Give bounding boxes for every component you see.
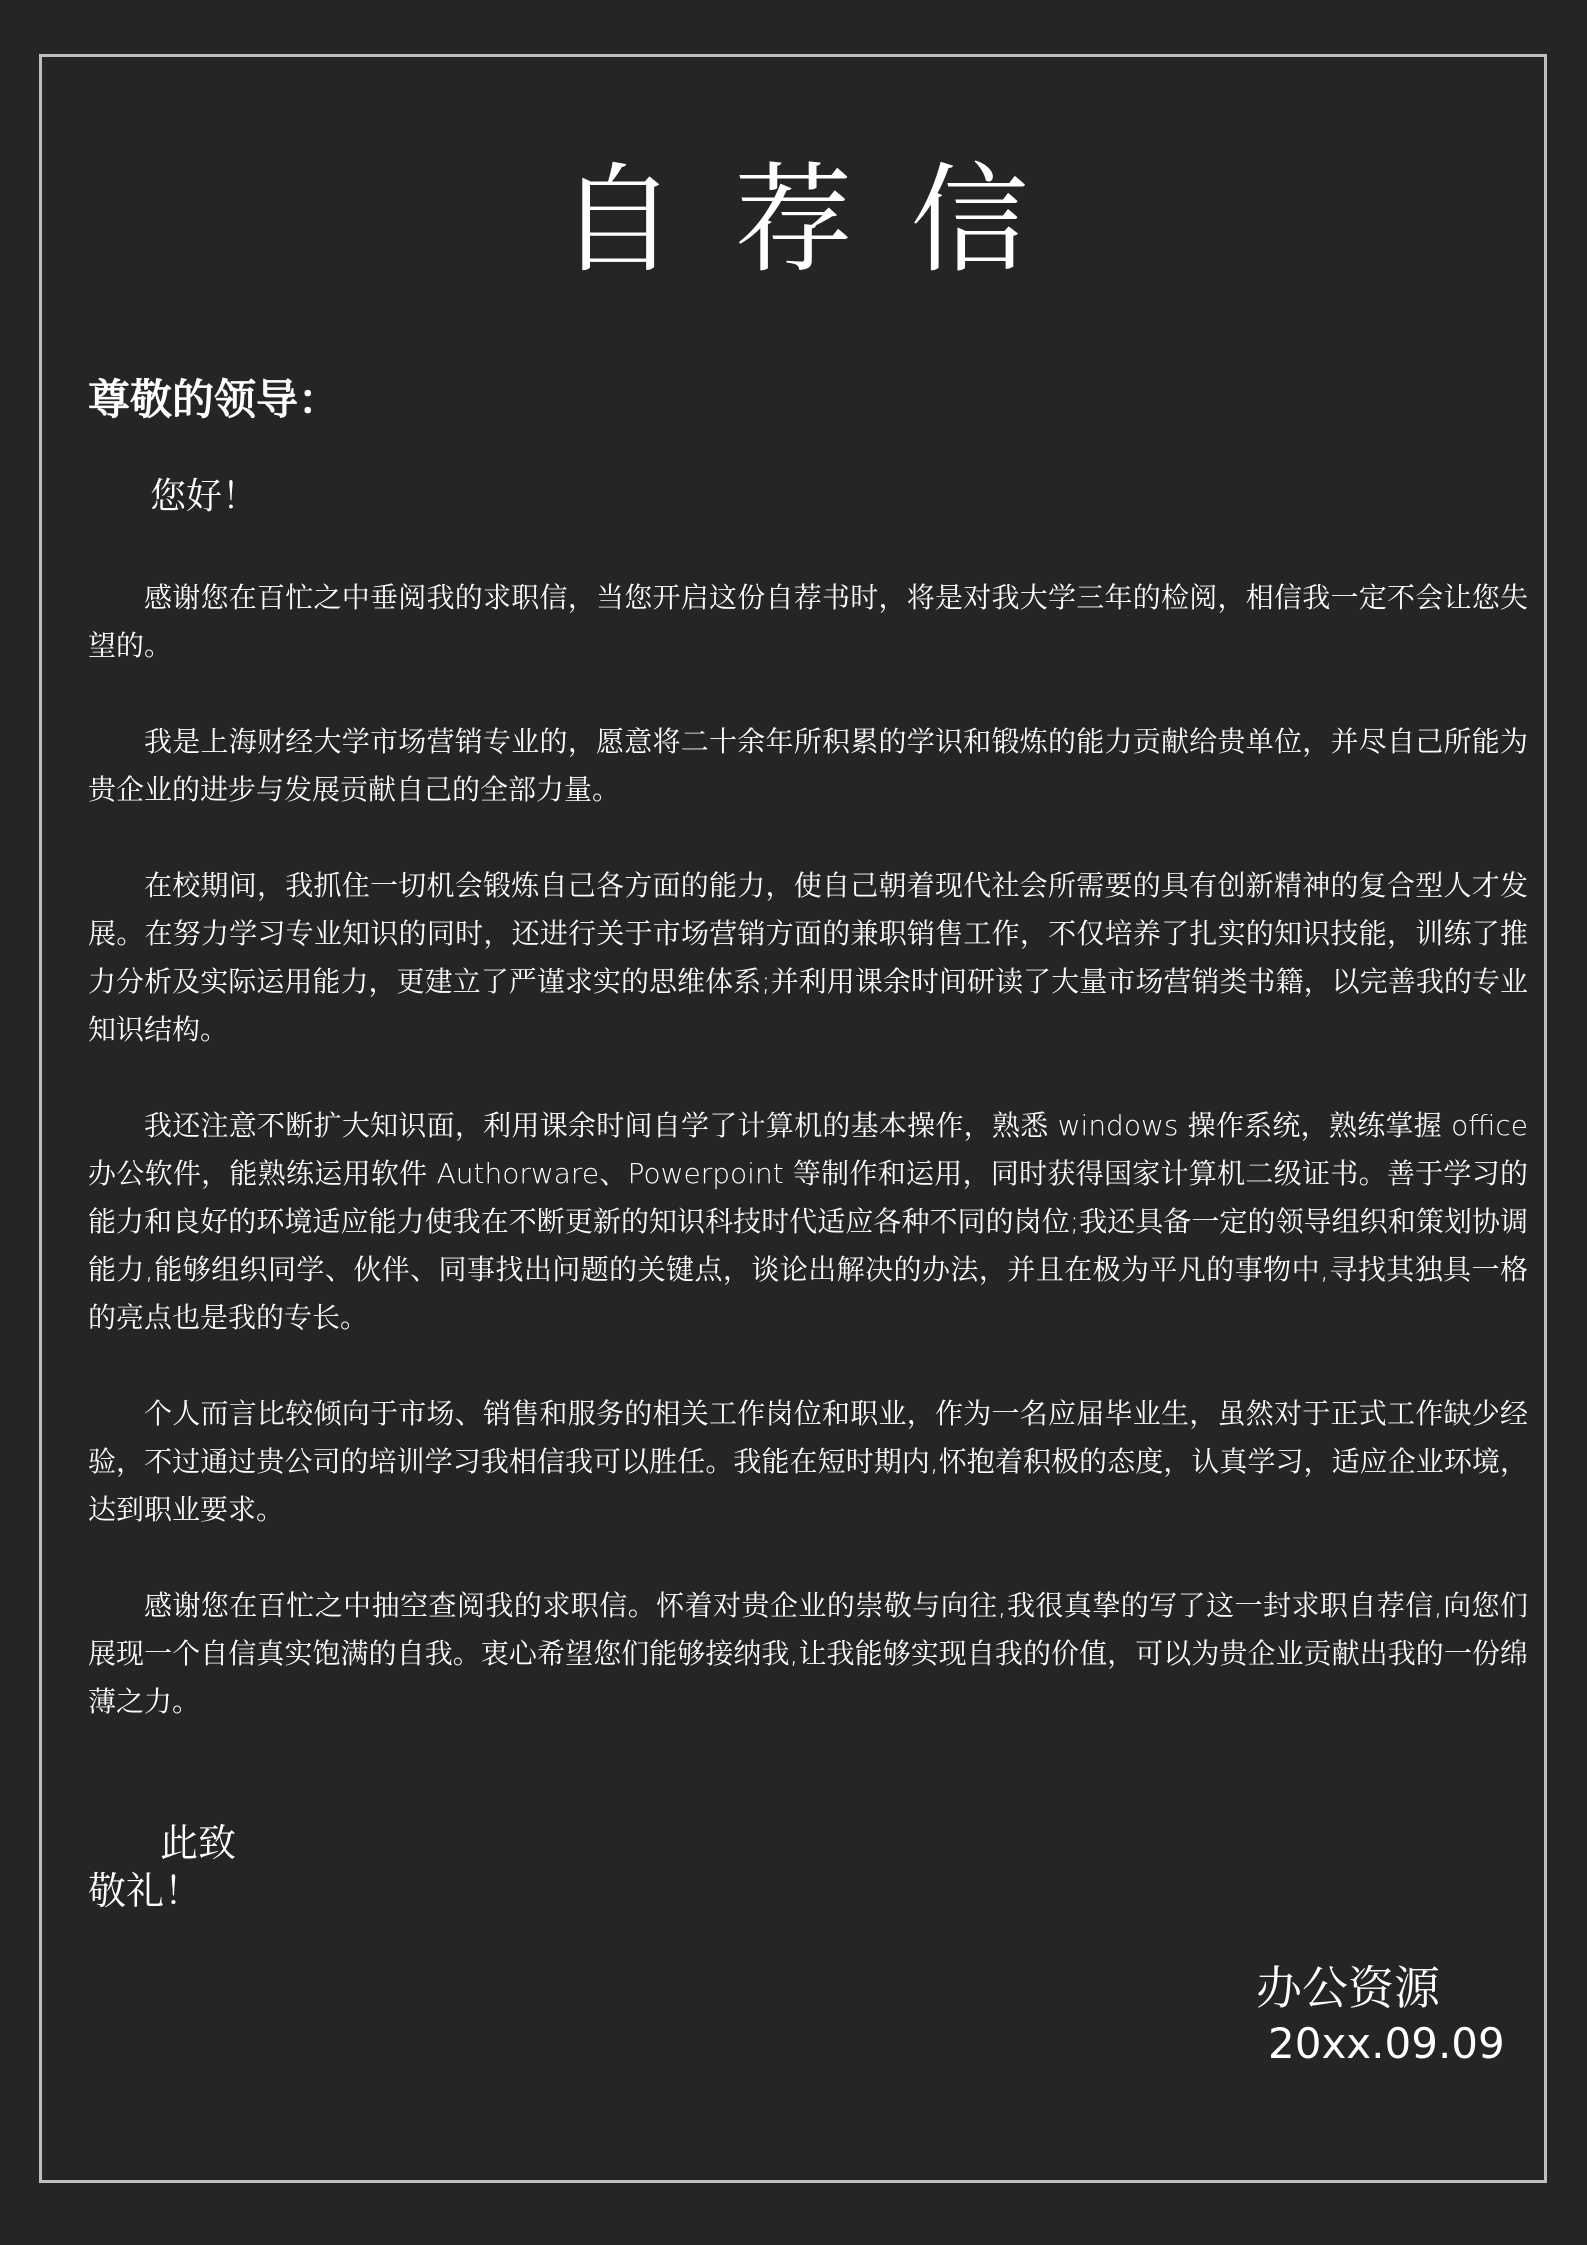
paragraph-4: 我还注意不断扩大知识面，利用课余时间自学了计算机的基本操作，熟悉 windows 操作系统，熟练掌握 office 办公软件，能熟练运用软件 Authorware、Powerpoint 等制作和运用，同时获得国家计算机二级证书。善于学习的能力和良好的环境适应能力使我在不断更新的知识科技时代适应各种不同的岗位;我还具备一定的领导组织和策划协调能力,能够组织同学、伙伴、同事找出问题的关键点，谈论出解决的办法，并且在极为平凡的事物中,寻找其独具一格的亮点也是我的专长。 — [88, 1109, 1528, 1334]
signature-date: 20xx.09.09 — [1268, 2019, 1505, 2068]
letter-body — [88, 574, 1528, 1774]
paragraph-6: 感谢您在百忙之中抽空查阅我的求职信。怀着对贵企业的崇敬与向往,我很真挚的写了这一封求职自荐信,向您们展现一个自信真实饱满的自我。衷心希望您们能够接纳我,让我能够实现自我的价值，可以为贵企业贡献出我的一份绵薄之力。 — [88, 1589, 1528, 1718]
paragraph-1: 感谢您在百忙之中垂阅我的求职信，当您开启这份自荐书时，将是对我大学三年的检阅，相信我一定不会让您失望的。 — [88, 581, 1528, 662]
greeting: 您好！ — [150, 476, 259, 517]
signature-name: 办公资源 — [1256, 1961, 1440, 2015]
letter-title: 自荐信 — [558, 151, 1087, 289]
closing-line-2: 敬礼！ — [88, 1869, 203, 1913]
paragraph-2: 我是上海财经大学市场营销专业的，愿意将二十余年所积累的学识和锻炼的能力贡献给贵单位，并尽自己所能为贵企业的进步与发展贡献自己的全部力量。 — [88, 725, 1528, 806]
closing-line-1: 此致 — [160, 1821, 237, 1865]
salutation: 尊敬的领导： — [88, 375, 341, 424]
paragraph-5: 个人而言比较倾向于市场、销售和服务的相关工作岗位和职业，作为一名应届毕业生，虽然对于正式工作缺少经验，不过通过贵公司的培训学习我相信我可以胜任。我能在短时期内,怀抱着积极的态度，认真学习，适应企业环境，达到职业要求。 — [88, 1397, 1528, 1526]
paragraph-3: 在校期间，我抓住一切机会锻炼自己各方面的能力，使自己朝着现代社会所需要的具有创新精神的复合型人才发展。在努力学习专业知识的同时，还进行关于市场营销方面的兼职销售工作，不仅培养了扎实的知识技能，训练了推力分析及实际运用能力，更建立了严谨求实的思维体系;并利用课余时间研读了大量市场营销类书籍，以完善我的专业知识结构。 — [88, 869, 1528, 1046]
